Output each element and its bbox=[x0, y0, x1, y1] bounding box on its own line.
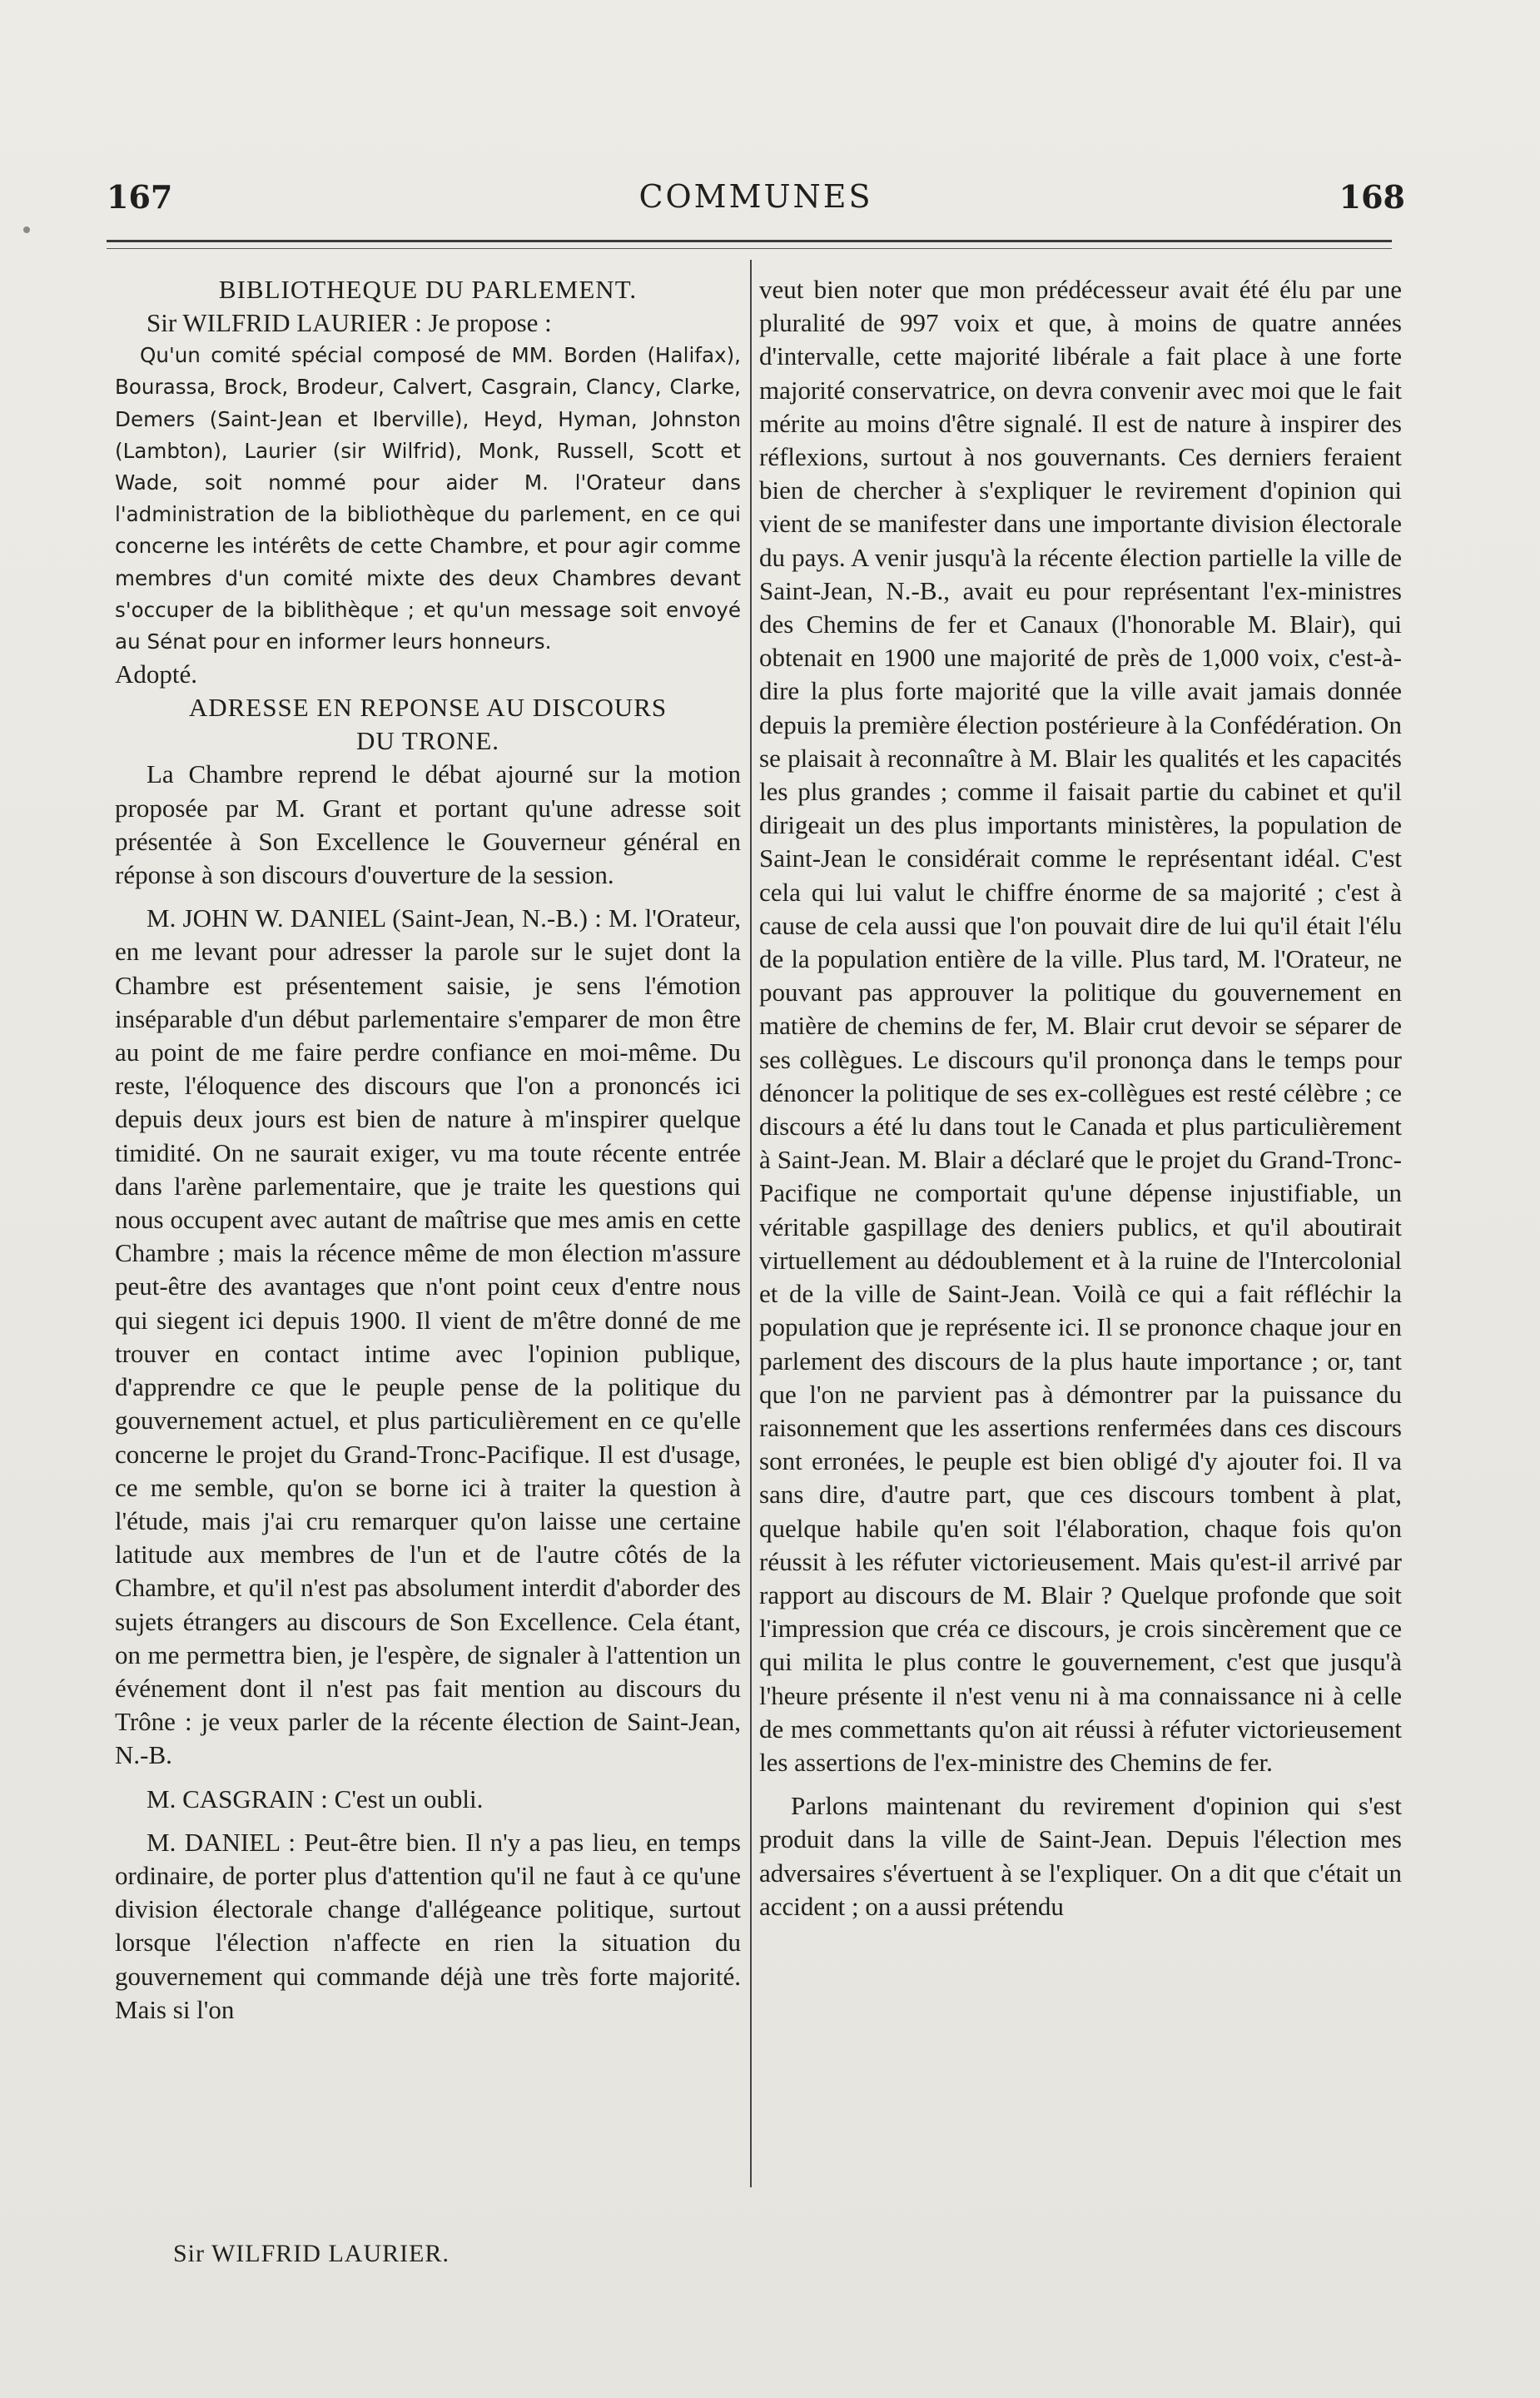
motion-text: Qu'un comité spécial composé de MM. Borden (Halifax), Bourassa, Brock, Brodeur, Calvert, Casgrain, Clancy, Clarke, Demers (Saint-Jean et Iberville), Heyd, Hyman, Johnston (Lambton), Laurier (sir Wilfrid), Monk, Russell, Scott et Wade, soit nommé pour aider M. l'Orateur dans l'administration de la bibliothèque du parlement, en ce qui concerne les intérêts de cette Chambre, et pour agir comme membres d'un comité mixte des deux Chambres devant s'occuper de la biblithèque ; et qu'un message soit envoyé au Sénat pour en informer leurs honneurs. bbox=[115, 343, 741, 654]
adopted-note: Adopté. bbox=[115, 659, 198, 689]
section-title-bibliotheque: BIBLIOTHEQUE DU PARLEMENT. bbox=[218, 275, 638, 304]
page-number-left: 167 bbox=[107, 178, 173, 216]
margin-dot bbox=[23, 226, 30, 233]
daniel-speech: M. JOHN W. DANIEL (Saint-Jean, N.-B.) : M. l'Orateur, en me levant pour adresser la parole sur le sujet dont la Chambre est présentement saisie, je sens l'émotion inséparable d'un début parlementaire s'emparer de mon être au point de me faire perdre confiance en moi-même. Du reste, l'éloquence des discours que l'on a prononcés ici depuis deux jours est bien de nature à m'inspirer quelque timidité. On ne saurait exiger, vu ma toute récente entrée dans l'arène parlementaire, que je traite les questions qui nous occupent avec autant de maîtrise que mes amis en cette Chambre ; mais la récence même de mon élection m'assure peut-être des avantages que n'ont point ceux d'entre nous qui siegent ici depuis 1900. Il vient de m'être donné de me trouver en contact intime avec l'opinion publique, d'apprendre ce que le peuple pense de la politique du gouvernement actuel, et plus particulièrement en ce qu'elle concerne le projet du Grand-Tronc-Pacifique. Il est d'usage, ce me semble, qu'on se borne ici à traiter la question à l'étude, mais j'ai cru remarquer qu'on laisse une certaine latitude aux membres de l'un et de l'autre côtés de la Chambre, et qu'il n'est pas absolument interdit d'aborder des sujets étrangers au discours de Son Excellence. Cela étant, on me permettra bien, je l'espère, de signaler à l'attention un événement dont il n'est pas fait mention au discours du Trône : je veux parler de la récente élection de Saint-Jean, N.-B. bbox=[115, 903, 741, 1770]
footer-speaker-name: Sir WILFRID LAURIER. bbox=[173, 2240, 450, 2267]
running-head: COMMUNES bbox=[638, 178, 873, 215]
right-column bbox=[759, 273, 1402, 1923]
casgrain-interjection: M. CASGRAIN : C'est un oubli. bbox=[147, 1784, 484, 1813]
column-divider bbox=[750, 260, 752, 2187]
section-title-trone: DU TRONE. bbox=[355, 726, 500, 756]
section-title-adresse: ADRESSE EN REPONSE AU DISCOURS bbox=[188, 693, 668, 723]
header-rule-thick bbox=[107, 240, 1392, 242]
laurier-proposal: Sir WILFRID LAURIER : Je propose : bbox=[147, 308, 552, 337]
left-column bbox=[115, 273, 741, 2027]
right-paragraph-1: veut bien noter que mon prédécesseur avait été élu par une pluralité de 997 voix et que, à moins de quatre années d'intervalle, cette majorité libérale a fait place à une forte majorité conservatrice, on devra convenir avec moi que le fait mérite au moins d'être signalé. Il est de nature à inspirer des réflexions, surtout à nos gouvernants. Ces derniers feraient bien de chercher à s'expliquer le revirement d'opinion qui vient de se manifester dans une importante division électorale du pays. A venir jusqu'à la récente élection partielle la ville de Saint-Jean, N.-B., avait eu pour représentant l'ex-ministres des Chemins de fer et Canaux (l'honorable M. Blair), qui obtenait en 1900 une majorité de près de 1,000 voix, c'est-à-dire la plus forte majorité que la ville avait jamais donnée depuis la première élection postérieure à la Confédération. On se plaisait à reconnaître à M. Blair les qualités et les capacités les plus grandes ; comme il faisait partie du cabinet et qu'il dirigeait un des plus importants ministères, la population de Saint-Jean le considérait comme le représentant idéal. C'est cela qui lui valut le chiffre énorme de sa majorité ; c'est à cause de cela aussi que l'on pouvait dire de lui qu'il était l'élu de la population entière de la ville. Plus tard, M. l'Orateur, ne pouvant pas approuver la politique du gouvernement en matière de chemins de fer, M. Blair crut devoir se séparer de ses collègues. Le discours qu'il prononça dans le temps pour dénoncer la politique de ses ex-collègues est resté célèbre ; ce discours a été lu dans tout le Canada et plus particulièrement à Saint-Jean. M. Blair a déclaré que le projet du Grand-Tronc-Pacifique ne comportait qu'une dépense injustifiable, un véritable gaspillage des deniers publics, et qu'il aboutirait virtuellement au dédoublement et à la ruine de l'Intercolonial et de la ville de Saint-Jean. Voilà ce qui a fait réfléchir la population que je représente ici. Il se prononce chaque jour en parlement des discours de la plus haute importance ; or, tant que l'on ne parvient pas à démontrer par la puissance du raisonnement que les assertions renfermées dans ces discours sont erronées, le peuple est bien obligé d'y ajouter foi. Il va sans dire, d'autre part, que ces discours tombent à plat, quelque habile qu'en soit l'élaboration, chaque fois qu'on réussit à les réfuter victorieusement. Mais qu'est-il arrivé par rapport au discours de M. Blair ? Quelque profonde que soit l'impression que créa ce discours, je crois sincèrement que ce qui milita le plus contre le gouvernement, c'est que jusqu'à l'heure présente il n'est venu ni à ma connaissance ni à celle de mes commettants qu'on ait réussi à réfuter victorieusement les assertions de l'ex-ministre des Chemins de fer. bbox=[759, 275, 1402, 1777]
header-rule-thin bbox=[107, 248, 1392, 249]
daniel-reply: M. DANIEL : Peut-être bien. Il n'y a pas lieu, en temps ordinaire, de porter plus d'attention qu'il ne faut à ce qu'une division électorale change d'allégeance politique, surtout lorsque l'élection n'affecte en rien la situation du gouvernement qui commande déjà une très forte majorité. Mais si l'on bbox=[115, 1827, 741, 2024]
page-number-right: 168 bbox=[1339, 178, 1405, 216]
page-header bbox=[107, 178, 1405, 220]
debate-paragraph: La Chambre reprend le débat ajourné sur la motion proposée par M. Grant et portant qu'une adresse soit présentée à Son Excellence le Gouverneur général en réponse à son discours d'ouverture de la session. bbox=[115, 759, 741, 890]
right-paragraph-2: Parlons maintenant du revirement d'opinion qui s'est produit dans la ville de Saint-Jean. Depuis l'élection mes adversaires s'évertuent à se l'expliquer. On a dit que c'était un accident ; on a aussi prétendu bbox=[759, 1791, 1402, 1921]
